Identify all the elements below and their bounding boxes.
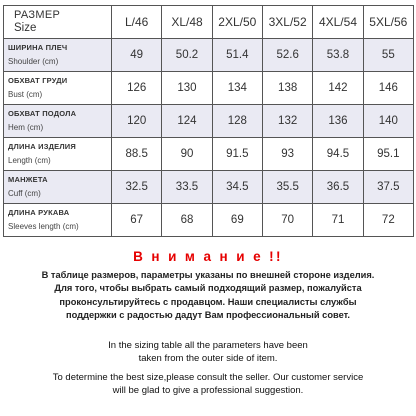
english-notice-line: taken from the outer side of item. xyxy=(138,352,278,364)
size-header-ru: РАЗМЕР xyxy=(14,9,61,21)
measurement-value: 35.5 xyxy=(262,171,312,204)
size-table xyxy=(3,5,414,237)
table-row xyxy=(4,138,414,171)
measurement-value: 95.1 xyxy=(363,138,413,171)
parameter-name-en: Cuff (cm) xyxy=(8,189,41,198)
measurement-value: 94.5 xyxy=(313,138,363,171)
measurement-value: 53.8 xyxy=(313,39,363,72)
measurement-value: 67 xyxy=(112,204,162,237)
measurement-value: 37.5 xyxy=(363,171,413,204)
measurement-value: 138 xyxy=(262,72,312,105)
measurement-value: 32.5 xyxy=(112,171,162,204)
table-row xyxy=(4,204,414,237)
size-header-cell xyxy=(4,6,112,39)
parameter-name-en: Shoulder (cm) xyxy=(8,57,59,66)
measurement-value: 36.5 xyxy=(313,171,363,204)
measurement-value: 140 xyxy=(363,105,413,138)
parameter-name-en: Hem (cm) xyxy=(8,123,44,132)
table-row xyxy=(4,39,414,72)
measurement-value: 68 xyxy=(162,204,212,237)
size-column-header: 4XL/54 xyxy=(313,6,363,39)
parameter-name-ru: ОБХВАТ ПОДОЛА xyxy=(8,109,77,118)
measurement-value: 136 xyxy=(313,105,363,138)
measurement-value: 124 xyxy=(162,105,212,138)
size-column-header: 2XL/50 xyxy=(212,6,262,39)
size-column-header: L/46 xyxy=(112,6,162,39)
english-notice xyxy=(4,340,412,397)
parameter-name-ru: МАНЖЕТА xyxy=(8,175,48,184)
parameter-name-en: Length (cm) xyxy=(8,156,51,165)
table-header-row xyxy=(4,6,414,39)
measurement-value: 50.2 xyxy=(162,39,212,72)
measurement-value: 51.4 xyxy=(212,39,262,72)
russian-notice-line: поддержки с радостью дадут Вам профессиональный совет. xyxy=(66,310,350,321)
table-row xyxy=(4,105,414,138)
table-row xyxy=(4,72,414,105)
parameter-name-ru: ДЛИНА РУКАВА xyxy=(8,208,70,217)
parameter-label-cell xyxy=(4,105,112,138)
russian-notice xyxy=(4,269,412,323)
measurement-value: 55 xyxy=(363,39,413,72)
measurement-value: 146 xyxy=(363,72,413,105)
parameter-label-cell xyxy=(4,39,112,72)
size-column-header: 3XL/52 xyxy=(262,6,312,39)
measurement-value: 130 xyxy=(162,72,212,105)
parameter-name-ru: ДЛИНА ИЗДЕЛИЯ xyxy=(8,142,76,151)
measurement-value: 91.5 xyxy=(212,138,262,171)
measurement-value: 132 xyxy=(262,105,312,138)
russian-notice-line: Для того, чтобы выбрать самый подходящий размер, пожалуйста xyxy=(54,283,362,294)
measurement-value: 90 xyxy=(162,138,212,171)
parameter-name-en: Bust (cm) xyxy=(8,90,43,99)
russian-notice-line: В таблице размеров, параметры указаны по внешней стороне изделия. xyxy=(41,270,375,280)
measurement-value: 88.5 xyxy=(112,138,162,171)
table-row xyxy=(4,171,414,204)
attention-heading: В н и м а н и е !! xyxy=(133,249,283,264)
english-notice-line: In the sizing table all the parameters have been xyxy=(108,340,308,351)
measurement-value: 70 xyxy=(262,204,312,237)
measurement-value: 128 xyxy=(212,105,262,138)
english-notice-line: To determine the best size,please consult the seller. Our customer service xyxy=(52,372,364,383)
measurement-value: 69 xyxy=(212,204,262,237)
russian-notice-line: проконсультируйтесь с продавцом. Наши специалисты службы xyxy=(59,296,357,307)
measurement-value: 93 xyxy=(262,138,312,171)
size-column-header: 5XL/56 xyxy=(363,6,413,39)
parameter-label-cell xyxy=(4,204,112,237)
measurement-value: 34.5 xyxy=(212,171,262,204)
parameter-name-ru: ОБХВАТ ГРУДИ xyxy=(8,76,68,85)
size-column-header: XL/48 xyxy=(162,6,212,39)
measurement-value: 52.6 xyxy=(262,39,312,72)
english-notice-line: will be glad to give a professional suggestion. xyxy=(112,384,304,396)
parameter-name-ru: ШИРИНА ПЛЕЧ xyxy=(8,43,68,52)
measurement-value: 71 xyxy=(313,204,363,237)
measurement-value: 49 xyxy=(112,39,162,72)
measurement-value: 120 xyxy=(112,105,162,138)
measurement-value: 142 xyxy=(313,72,363,105)
size-header-en: Size xyxy=(14,22,37,34)
measurement-value: 126 xyxy=(112,72,162,105)
measurement-value: 134 xyxy=(212,72,262,105)
parameter-label-cell xyxy=(4,138,112,171)
parameter-label-cell xyxy=(4,72,112,105)
measurement-value: 33.5 xyxy=(162,171,212,204)
parameter-name-en: Sleeves length (cm) xyxy=(8,222,79,231)
measurement-value: 72 xyxy=(363,204,413,237)
parameter-label-cell xyxy=(4,171,112,204)
